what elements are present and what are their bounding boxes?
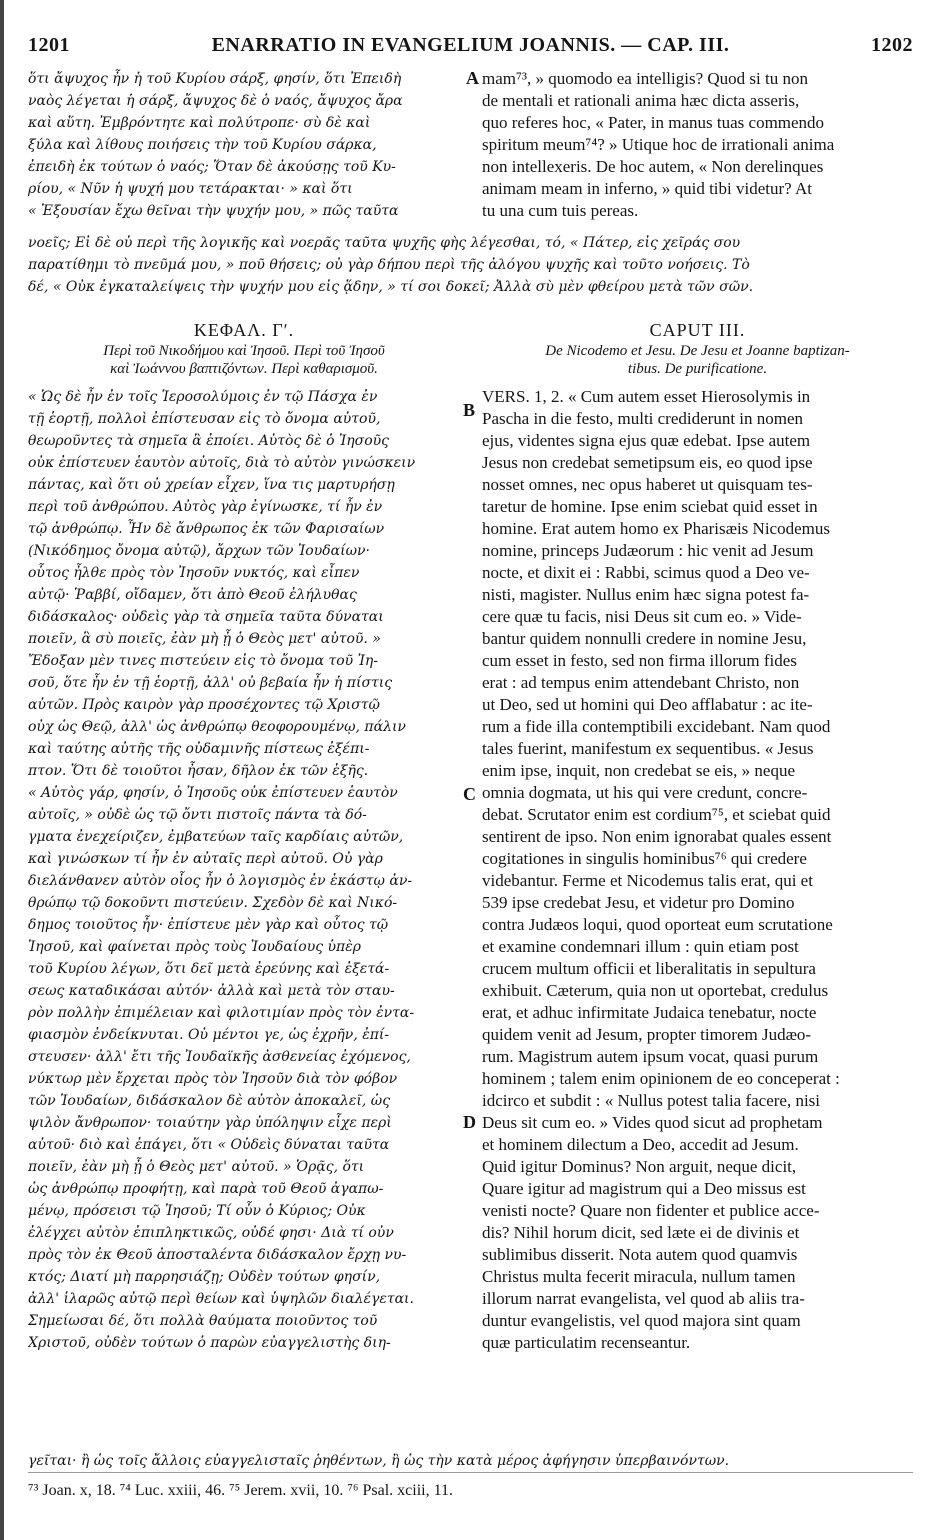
text-line: hominem ; talem enim opinionem de eo conceperat :: [482, 1069, 840, 1088]
text-line: καὶ αὕτη. Ἐμβρόντητε καὶ πολύτροπε· σὺ δὲ καὶ: [28, 115, 371, 131]
text-line-with-page-marker: 539 ipse credebat Jesu, et videtur pro Domino: [482, 893, 795, 912]
text-line: ἐπειδὴ ἐκ τούτων ὁ ναός; Ὅταν δὲ ἀκούσῃς τοῦ Κυ-: [28, 159, 396, 175]
text-line: ρὸν πολλὴν ἐπιμέλειαν καὶ φιλοτιμίαν πρὸς τὸν ἐντα-: [28, 1005, 415, 1021]
text-line: Quid igitur Dominus? Non arguit, neque dicit,: [482, 1157, 797, 1176]
margin-letter-b: B: [463, 400, 476, 420]
text-line: enim ipse, inquit, non credebat se eis, » neque: [482, 761, 795, 780]
text-line: ρίου, « Νῦν ἡ ψυχή μου τετάρακται· » καὶ ὅτι: [28, 181, 353, 197]
text-line: ξύλα καὶ λίθους ποιήσεις τὴν τοῦ Κυρίου σάρκα,: [28, 137, 377, 153]
text-line: ut Deo, sed ut homini qui Deo afflabatur : ac ite-: [482, 695, 813, 714]
text-line: τοῦ Κυρίου λέγων, ὅτι δεῖ μετὰ ἐρεύνης καὶ ἐξετά-: [28, 961, 390, 977]
text-line: animam meam in inferno, » quid tibi videtur? At: [482, 179, 813, 198]
text-line: οὗτος ἦλθε πρὸς τὸν Ἰησοῦν νυκτός, καὶ εἶπεν: [28, 565, 360, 581]
text-line: ψιλὸν ἄνθρωπον· τοιαύτην γὰρ ὑπόληψιν εἶχε περὶ: [28, 1115, 392, 1131]
text-line: διδάσκαλος· οὐδεὶς γὰρ τὰ σημεῖα ταῦτα δύναται: [28, 609, 384, 625]
closing-greek-line: [28, 1450, 913, 1472]
text-line: venisti nocte? Quare non fidenter et publice acce-: [482, 1201, 820, 1220]
text-line: cere quæ tu facis, nisi Deus sit cum eo. » Vide-: [482, 607, 802, 626]
text-line: non intellexeris. De hoc autem, « Non derelinques: [482, 157, 824, 176]
text-line: spiritum meum⁷⁴? » Utique hoc de irrationali anima: [482, 135, 835, 154]
text-line: VERS. 1, 2. « Cum autem esset Hierosolymis in: [482, 387, 811, 406]
text-line: debat. Scrutator enim est cordium⁷⁵, et sciebat quid: [482, 805, 831, 824]
text-line: μένῳ, πρόσεισι τῷ Ἰησοῦ; Τί οὖν ὁ Κύριος; Οὐκ: [28, 1203, 366, 1219]
text-line: cum esset in festo, sed non firma illorum fides: [482, 651, 797, 670]
text-line: πρὸς τὸν ἐκ Θεοῦ ἀποσταλέντα διδάσκαλον ἔρχῃ νυ-: [28, 1247, 407, 1263]
text-line: omnia dogmata, ut his qui vere credunt, concre-: [482, 783, 808, 802]
latin-chapter-heading: [482, 318, 913, 378]
text-line: ποιεῖν, ἐὰν μὴ ᾖ ὁ Θεὸς μετ' αὐτοῦ. » Ὁρᾷς, ὅτι: [28, 1159, 365, 1175]
text-line: sentirent de ipso. Non enim ignorabat quales essent: [482, 827, 832, 846]
latin-chapter-subtitle: De Nicodemo et Jesu. De Jesu et Joanne baptizan-: [545, 343, 850, 359]
text-line: tu una cum tuis pereas.: [482, 201, 639, 220]
text-line: νύκτωρ μὲν ἔρχεται πρὸς τὸν Ἰησοῦν διὰ τὸν φόβον: [28, 1071, 398, 1087]
text-line: αὐτοῖς, » οὐδὲ ὡς τῷ ὄντι πιστοῖς πάντα τὰ δό-: [28, 807, 367, 823]
text-line: rum a fide illa contemptibili excidebant. Nam quod: [482, 717, 831, 736]
text-line: rum. Magistrum autem ipsum vocat, quasi purum: [482, 1047, 819, 1066]
text-line: σοῦ, ὅτε ἦν ἐν τῇ ἑορτῇ, ἀλλ' οὐ βεβαία ἦν ἡ πίστις: [28, 675, 393, 691]
text-line: idcirco et subdit : « Nullus potest talia facere, nisi: [482, 1091, 821, 1110]
text-line: dis? Nihil horum dicit, sed læte ei de divinis et: [482, 1223, 800, 1242]
text-line: στευσεν· ἀλλ' ἔτι τῆς Ἰουδαϊκῆς ἀσθενείας ἐχόμενος,: [28, 1049, 411, 1065]
margin-letter-a: A: [466, 68, 479, 88]
text-line: περὶ τοῦ ἀνθρώπου. Αὐτὸς γὰρ ἐγίνωσκε, τί ἦν ἐν: [28, 499, 383, 515]
text-line: δημος τοιοῦτος ἦν· ἐπίστευε μὲν γὰρ καὶ οὗτος τῷ: [28, 917, 389, 933]
text-line: de mentali et rationali anima hæc dicta asseris,: [482, 91, 800, 110]
text-line: ὡς ἀνθρώπῳ προφήτῃ, καὶ παρὰ τοῦ Θεοῦ ἀγαπω-: [28, 1181, 384, 1197]
text-line: ναὸς λέγεται ἡ σάρξ, ἄψυχος δὲ ὁ ναός, ἄψυχος ἄρα: [28, 93, 403, 109]
text-line: τῶν Ἰουδαίων, διδάσκαλον δὲ αὐτὸν ἀποκαλεῖ, ὡς: [28, 1093, 391, 1109]
text-line: δέ, « Οὐκ ἐγκαταλείψεις τὴν ψυχήν μου εἰς ᾅδην, » τί σοι δοκεῖ; Ἀλλὰ σὺ μὲν φθείρου μετὰ τῶν σῶν.: [28, 279, 754, 295]
text-line: contra Judæos loqui, quod oporteat eum scrutatione: [482, 915, 833, 934]
text-line: mam⁷³, » quomodo ea intelligis? Quod si tu non: [482, 69, 808, 88]
text-line: nisti, magister. Nullus enim hæc signa potest fa-: [482, 585, 810, 604]
text-line: exhibuit. Cæterum, quia non ut oportebat, credulus: [482, 981, 829, 1000]
text-line: (Νικόδημος ὄνομα αὐτῷ), ἄρχων τῶν Ἰουδαίων·: [28, 543, 370, 559]
text-line: illorum narrat evangelista, vel quod ab aliis tra-: [482, 1289, 805, 1308]
text-line: taretur de homine. Ipse enim sciebat quid esset in: [482, 497, 818, 516]
text-line: « Ὡς δὲ ἦν ἐν τοῖς Ἱεροσολύμοις ἐν τῷ Πάσχα ἐν: [28, 389, 378, 405]
text-line: Quare igitur ad magistrum qui a Deo missus est: [482, 1179, 806, 1198]
text-line: homine. Erat autem homo ex Pharisæis Nicodemus: [482, 519, 830, 538]
top-latin-column: [482, 68, 913, 222]
text-line: nocte, et dixit ei : Rabbi, scimus quod a Deo ve-: [482, 563, 810, 582]
page-number-right: 1202: [871, 34, 913, 56]
text-line: ἀλλ' ἱλαρῶς αὐτῷ περὶ θείων καὶ ὑψηλῶν διαλέγεται.: [28, 1291, 414, 1307]
text-line: « Ἐξουσίαν ἔχω θεῖναι τὴν ψυχήν μου, » πῶς ταῦτα: [28, 203, 399, 219]
margin-letter-c: C: [463, 784, 476, 804]
page-number-left: 1201: [28, 34, 70, 56]
text-line: Christus multa fecerit miracula, nullum tamen: [482, 1267, 796, 1286]
text-line: crucem multum officii et liberalitatis in sepultura: [482, 959, 816, 978]
text-line: erat, et adhuc infirmitate Judaica tenebatur, nocte: [482, 1003, 817, 1022]
text-line: παρατίθημι τὸ πνεῦμά μου, » ποῦ θήσεις; οὐ γὰρ δήπου περὶ τῆς ἀλόγου ψυχῆς καὶ τοῦτο νοήσεις. Τὸ: [28, 257, 750, 273]
greek-chapter-subtitle: Περὶ τοῦ Νικοδήμου καὶ Ἰησοῦ. Περὶ τοῦ Ἰησοῦ: [103, 343, 385, 359]
text-line: ἐλέγχει αὐτὸν ἐπιπληκτικῶς, οὐδέ φησι· Διὰ τί οὐν: [28, 1225, 394, 1241]
text-line: γεῖται· ἢ ὡς τοῖς ἄλλοις εὐαγγελισταῖς ῥηθέντων, ἢ ὡς τὴν κατὰ μέρος ἀφήγησιν ὑπερβαινόντων.: [28, 1453, 730, 1469]
text-line: φιασμὸν ἐνδείκνυται. Οὐ μέντοι γε, ὡς ἐχρῆν, ἐπί-: [28, 1027, 390, 1043]
top-greek-column: [28, 68, 460, 222]
page-edge: [0, 0, 4, 1540]
text-line: τῇ ἑορτῇ, πολλοὶ ἐπίστευσαν εἰς τὸ ὄνομα αὐτοῦ,: [28, 411, 381, 427]
text-line: Σημείωσαι δέ, ὅτι πολλὰ θαύματα ποιοῦντος τοῦ: [28, 1313, 378, 1329]
text-line: Jesus non credebat semetipsum eis, eo quod ipse: [482, 453, 813, 472]
text-line: σεως καταδικάσαι αὐτόν· ἀλλὰ καὶ μετὰ τὸν σταυ-: [28, 983, 395, 999]
text-line: οὐκ ἐπίστευεν ἑαυτὸν αὐτοῖς, διὰ τὸ αὐτὸν γινώσκειν: [28, 455, 416, 471]
text-line: Ἰησοῦ, καὶ φαίνεται πρὸς τοὺς Ἰουδαίους ὑπὲρ: [28, 939, 361, 955]
text-line: Ἔδοξαν μὲν τινες πιστεύειν εἰς τὸ ὄνομα τοῦ Ἰη-: [28, 653, 379, 669]
text-line: αὐτῷ· Ῥαββί, οἴδαμεν, ὅτι ἀπὸ Θεοῦ ἐλήλυθας: [28, 587, 357, 603]
text-line: πάντας, καὶ ὅτι οὐ χρείαν εἶχεν, ἵνα τις μαρτυρήσῃ: [28, 477, 395, 493]
margin-letter-d: D: [463, 1112, 476, 1132]
footnotes: ⁷³ Joan. x, 18. ⁷⁴ Luc. xxiii, 46. ⁷⁵ Jerem. xvii, 10. ⁷⁶ Psal. xciii, 11.: [28, 1482, 453, 1499]
text-line: duntur evangelistis, vel quod majora sint quam: [482, 1311, 801, 1330]
text-line: nosset omnes, nec opus haberet ut quisquam tes-: [482, 475, 813, 494]
text-line: Deus sit cum eo. » Vides quod sicut ad prophetam: [482, 1113, 823, 1132]
greek-chapter-subtitle: καὶ Ἰωάννου βαπτιζόντων. Περὶ καθαρισμοῦ.: [110, 361, 378, 377]
full-width-greek: [28, 232, 913, 298]
text-line: διελάνθανεν αὐτὸν οἷος ἦν ὁ λογισμὸς ἐν ἑκάστῳ ἀν-: [28, 873, 413, 889]
text-line: nomine, princeps Judæorum : hic venit ad Jesum: [482, 541, 814, 560]
text-line: quo referes hoc, « Pater, in manus tuas commendo: [482, 113, 825, 132]
text-line: αὐτοῦ· διὸ καὶ ἐπάγει, ὅτι « Οὐδεὶς δύναται ταῦτα: [28, 1137, 390, 1153]
greek-column: [28, 386, 460, 1354]
text-line: οὐχ ὡς Θεῷ, ἀλλ' ὡς ἀνθρώπῳ θεοφορουμένῳ, πάλιν: [28, 719, 406, 735]
running-header: [28, 34, 913, 66]
text-line: θρώπῳ τῷ δοκοῦντι πιστεύειν. Σχεδὸν δὲ καὶ Νικό-: [28, 895, 398, 911]
text-line: tales fuerint, manifestum ex sequentibus. « Jesus: [482, 739, 814, 758]
text-line: « Αὐτὸς γάρ, φησίν, ὁ Ἰησοῦς οὐκ ἐπίστευεν ἑαυτὸν: [28, 785, 398, 801]
text-line: Χριστοῦ, οὐδὲν τούτων ὁ παρὼν εὐαγγελιστὴς διη-: [28, 1335, 391, 1351]
text-line: ποιεῖν, ἃ σὺ ποιεῖς, ἐὰν μὴ ᾖ ὁ Θεὸς μετ' αὐτοῦ. »: [28, 631, 381, 647]
text-line: καὶ ταύτης αὐτῆς τῆς οὐδαμινῆς πίστεως ἐξέπι-: [28, 741, 370, 757]
text-line: Pascha in die festo, multi crediderunt in nomen: [482, 409, 804, 428]
latin-chapter-title: CAPUT III.: [649, 320, 746, 340]
text-line: cogitationes in singulis hominibus⁷⁶ qui credere: [482, 849, 807, 868]
text-line: quidem venit ad Jesum, propter timorem Judæo-: [482, 1025, 812, 1044]
text-line: bantur quidem nonnulli credere in nomine Jesu,: [482, 629, 807, 648]
text-line: ὅτι ἄψυχος ἦν ἡ τοῦ Κυρίου σάρξ, φησίν, ὅτι Ἐπειδὴ: [28, 71, 402, 87]
text-line: γματα ἐνεχείριζεν, ἐμβατεύων ταῖς καρδίαις αὐτῶν,: [28, 829, 404, 845]
latin-column: [482, 386, 913, 1354]
text-line: et examine condemnari illum : quin etiam post: [482, 937, 799, 956]
text-line: et hominem dilectum a Deo, accedit ad Jesum.: [482, 1135, 799, 1154]
running-title: ENARRATIO IN EVANGELIUM JOANNIS. — CAP. III.: [211, 34, 730, 56]
text-line: πτον. Ὅτι δὲ τοιοῦτοι ἦσαν, δῆλον ἐκ τῶν ἑξῆς.: [28, 763, 369, 779]
latin-chapter-subtitle: tibus. De purificatione.: [627, 361, 768, 377]
text-line: ejus, videntes signa ejus quæ edebat. Ipse autem: [482, 431, 811, 450]
text-line: νοεῖς; Εἰ δὲ οὐ περὶ τῆς λογικῆς καὶ νοερᾶς ταῦτα ψυχῆς φὴς λέγεσθαι, τό, « Πάτερ, εἰς χεῖράς σου: [28, 235, 741, 251]
text-line: quæ particulatim recenseantur.: [482, 1333, 691, 1352]
greek-chapter-heading: [28, 318, 460, 378]
text-line: sublimibus disserit. Nota autem quod quamvis: [482, 1245, 798, 1264]
text-line: καὶ γινώσκων τί ἦν ἐν αὐταῖς περὶ αὐτοῦ. Οὐ γὰρ: [28, 851, 383, 867]
text-line: αὐτῶν. Πρὸς καιρὸν γὰρ προσέχοντες τῷ Χριστῷ: [28, 697, 380, 713]
text-line: videbantur. Ferme et Nicodemus talis erat, qui et: [482, 871, 813, 890]
text-line: τῷ ἀνθρώπῳ. Ἦν δὲ ἄνθρωπος ἐκ τῶν Φαρισαίων: [28, 521, 385, 537]
text-line: θεωροῦντες τὰ σημεῖα ἃ ἐποίει. Αὐτὸς δὲ ὁ Ἰησοῦς: [28, 433, 389, 449]
text-line: κτός; Διατί μὴ παρρησιάζῃ; Οὐδὲν τούτων φησίν,: [28, 1269, 381, 1285]
footnote-rule: [28, 1472, 913, 1473]
text-line: erat : ad tempus enim attendebant Christo, non: [482, 673, 800, 692]
greek-chapter-title: ΚΕΦΑΛ. Γʹ.: [193, 320, 295, 340]
